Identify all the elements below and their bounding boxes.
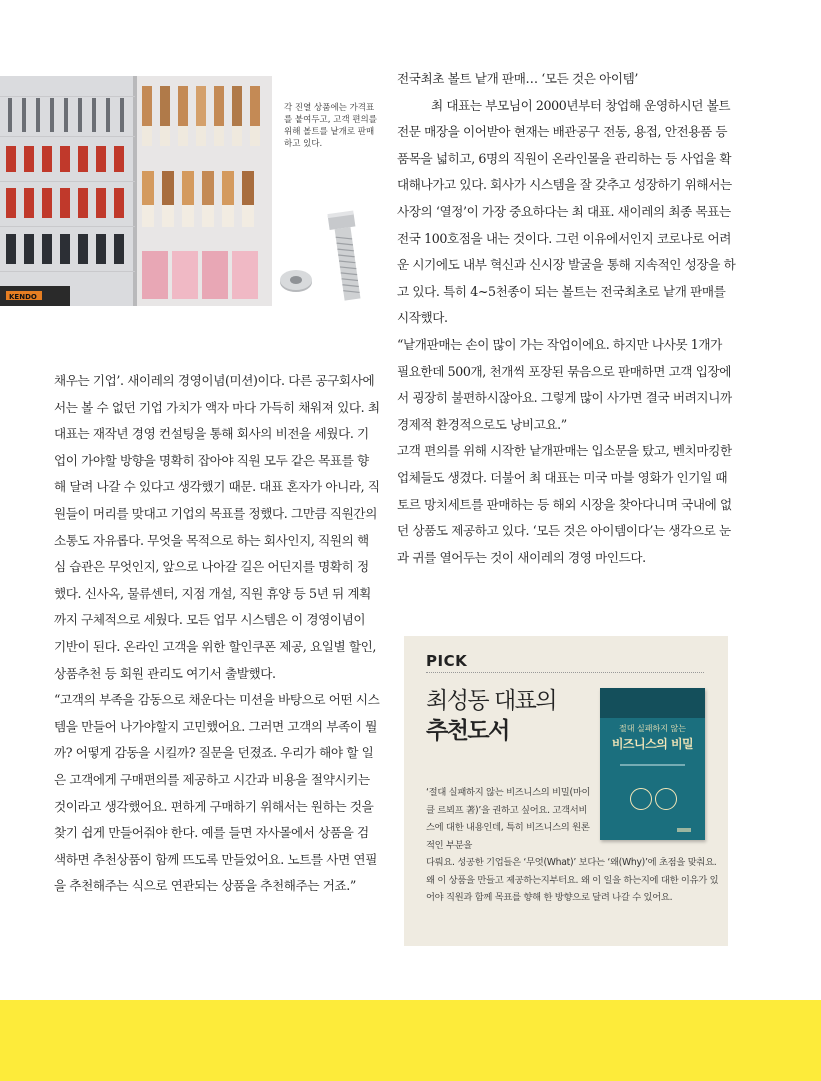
recommendation-text-part1: ‘절대 실패하지 않는 비즈니스의 비밀(마이클 르뵈프 著)’을 권하고 싶어요. 고객서비스에 대한 내용인데, 특히 비즈니스의 원론적인 부분을 [426, 787, 591, 851]
recommendation-text-part2: 다뤄요. 성공한 기업들은 ‘무엇(What)’ 보다는 ‘왜(Why)’에 초점을 맞춰요. 왜 이 상품을 만들고 제공하는지부터요. 왜 이 일을 하는지에 대한 이유가 있어야 직원과 함께 목표를 향해 한 방향으로 달려 나갈 수 있어요. [426, 857, 719, 903]
pick-title: 최성동 대표의 [426, 688, 557, 714]
tool-display-photo [0, 76, 272, 306]
article-left-column [54, 368, 380, 900]
article-paragraph: 최 대표는 부모님이 2000년부터 창업해 운영하시던 볼트 전문 매장을 이어받아 현재는 배관공구 전동, 용접, 안전용품 등 품목을 넓히고, 6명의 직원이 온라인몰을 관리하는 등 사업을 확대해나가고 있다. 회사가 시스템을 잘 갖추고 성장하기 위해서는 사장의 ‘열정’이 가장 중요하다는 최 대표. 새이레의 최종 목표는 전국 100호점을 내는 것이다. 그런 이유에서인지 코로나로 어려운 시기에도 내부 혁신과 신시장 발굴을 통해 지속적인 성장을 하고 있다. 특히 4~5천종이 되는 볼트는 전국최초로 낱개 판매를 시작했다. [397, 97, 736, 326]
footer-color-band [0, 1000, 821, 1081]
tool-display-illustration [0, 76, 272, 306]
recommendation-text [426, 784, 724, 907]
book-cover-title-line1: 절대 실패하지 않는 [619, 724, 686, 733]
article-paragraph: 고객 편의를 위해 시작한 낱개판매는 입소문을 탔고, 벤치마킹한 업체들도 생겼다. 더불어 최 대표는 미국 마블 영화가 인기일 때 토르 망치세트를 판매하는 등 해외 시장을 찾아다니며 국내에 없던 상품도 제공하고 있다. ‘모든 것은 아이템이다’는 생각으로 눈과 귀를 열어두는 것이 새이레의 경영 마인드다. [397, 443, 732, 565]
bolt-and-nut-image [276, 210, 386, 306]
pick-label: PICK [426, 652, 468, 670]
article-quote: “고객의 부족을 감동으로 채운다는 미션을 바탕으로 어떤 시스템을 만들어 나가야할지 고민했어요. 그러면 고객의 부족이 뭘까? 어떻게 감동을 시킬까? 질문을 던졌죠. 우리가 해야 할 일은 고객에게 구매편의를 제공하고 시간과 비용을 절약시키는 것이라고 생각했어요. 편하게 구매하기 위해서는 원하는 것을 찾기 쉽게 만들어줘야 한다. 예를 들면 자사몰에서 상품을 검색하면 추천상품이 함께 뜨도록 만들었어요. 노트를 사면 연필을 추천해주는 식으로 연관되는 상품을 추천해주는 거죠.” [54, 692, 380, 894]
section-heading: 전국최초 볼트 낱개 판매… ‘모든 것은 아이템’ [397, 71, 639, 86]
pick-subtitle: 추천도서 [426, 718, 509, 744]
brand-logo: KENDO [9, 293, 37, 301]
book-cover-title-line2: 비즈니스의 비밀 [611, 737, 694, 751]
dotted-divider [426, 672, 704, 673]
article-paragraph: 채우는 기업’. 새이레의 경영이념(미션)이다. 다른 공구회사에서는 볼 수 없던 기업 가치가 액자 마다 가득히 채워져 있다. 최 대표는 재작년 경영 컨설팅을 통해 회사의 비전을 세웠다. 기업이 가야할 방향을 명확히 잡아야 직원 모두 같은 목표를 향해 달려 나갈 수 있다고 생각했기 때문. 대표 혼자가 아니라, 직원들이 머리를 맞대고 기업의 목표를 정했다. 그만큼 직원간의 소통도 자유롭다. 무엇을 목적으로 하는 회사인지, 직원의 핵심 습관은 무엇인지, 앞으로 나아갈 길은 어딘지를 명확히 정했다. 신사옥, 물류센터, 지점 개설, 직원 휴양 등 5년 뒤 계획까지 구체적으로 세웠다. 모든 업무 시스템은 이 경영이념이 기반이 된다. 온라인 고객을 위한 할인쿠폰 제공, 요일별 할인, 상품추천 등 회원 관리도 여기서 출발했다. [54, 373, 380, 681]
photo-caption: 각 진열 상품에는 가격표를 붙여두고, 고객 편의를 위해 볼트를 낱개로 판매하고 있다. [284, 103, 377, 149]
article-quote: “낱개판매는 손이 많이 가는 작업이에요. 하지만 나사못 1개가 필요한데 500개, 천개씩 포장된 묶음으로 판매하면 고객 입장에서 굉장히 불편하시잖아요. 그렇게 많이 사가면 결국 버려지니까 경제적 환경적으로도 낭비고요.” [397, 336, 732, 432]
article-right-column [397, 66, 737, 571]
recommended-book-box [404, 636, 728, 946]
